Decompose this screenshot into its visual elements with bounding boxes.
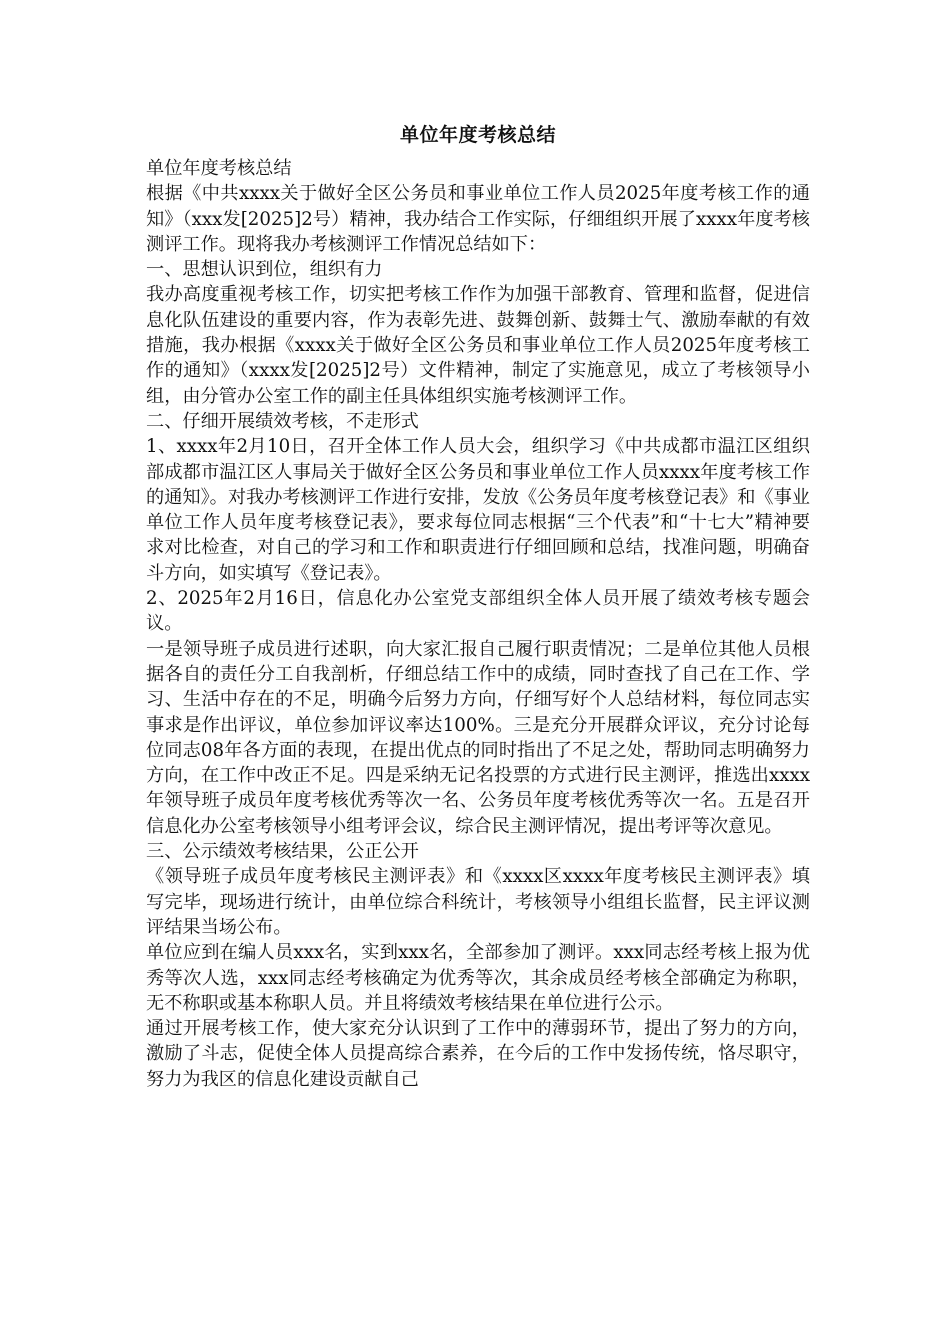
section-heading-2: 二、仔细开展绩效考核，不走形式	[146, 410, 419, 432]
section-2-item-1: 1、xxxx年2月10日，召开全体工作人员大会，组织学习《中共成都市温江区组织部成都市温江区人事局关于做好全区公务员和事业单位工作人员xxxx年度考核工作的通知》。对我办考核测评工作进行安排，发放《公务员年度考核登记表》和《事业单位工作人员年度考核登记表》，要求每位同志根据“三个代表”和“十七大”精神要求对比检查，对自己的学习和工作和职责进行仔细回顾和总结，找准问题，明确奋斗方向，如实填写《登记表》。	[146, 436, 810, 584]
section-2-detail-paragraph: 一是领导班子成员进行述职，向大家汇报自己履行职责情况；二是单位其他人员根据各自的责任分工自我剖析，仔细总结工作中的成绩，同时查找了自己在工作、学习、生活中存在的不足，明确今后努力方向，仔细写好个人总结材料，每位同志实事求是作出评议，单位参加评议率达100%。三是充分开展群众评议，充分讨论每位同志08年各方面的表现，在提出优点的同时指出了不足之处，帮助同志明确努力方向，在工作中改正不足。四是采纳无记名投票的方式进行民主测评，推选出xxxx年领导班子成员年度考核优秀等次一名、公务员年度考核优秀等次一名。五是召开信息化办公室考核领导小组考评会议，综合民主测评情况，提出考评等次意见。	[146, 638, 810, 837]
subtitle-line: 单位年度考核总结	[146, 158, 292, 179]
section-heading-1: 一、思想认识到位，组织有力	[146, 259, 383, 281]
section-1-paragraph: 我办高度重视考核工作，切实把考核工作作为加强干部教育、管理和监督，促进信息化队伍建设的重要内容，作为表彰先进、鼓舞创新、鼓舞士气、激励奉献的有效措施，我办根据《xxxx关于做好全区公务员和事业单位工作人员2025年度考核工作的通知》（xxxx发[2025]2号）文件精神，制定了实施意见，成立了考核领导小组，由分管办公室工作的副主任具体组织实施考核测评工作。	[146, 284, 810, 407]
document-title: 单位年度考核总结	[399, 124, 556, 146]
section-heading-3: 三、公示绩效考核结果，公正公开	[146, 841, 419, 863]
closing-paragraph: 通过开展考核工作，使大家充分认识到了工作中的薄弱环节，提出了努力的方向，激励了斗志，促使全体人员提高综合素养，在今后的工作中发扬传统，恪尽职守，努力为我区的信息化建设贡献自己	[146, 1018, 810, 1090]
section-3-paragraph-2: 单位应到在编人员xxx名，实到xxx名，全部参加了测评。xxx同志经考核上报为优秀等次人选，xxx同志经考核确定为优秀等次，其余成员经考核全部确定为称职，无不称职或基本称职人员。并且将绩效考核结果在单位进行公示。	[146, 942, 810, 1014]
section-2-item-2: 2、2025年2月16日，信息化办公室党支部组织全体人员开展了绩效考核专题会议。	[146, 588, 810, 635]
intro-paragraph: 根据《中共xxxx关于做好全区公务员和事业单位工作人员2025年度考核工作的通知》（xxx发[2025]2号）精神，我办结合工作实际，仔细组织开展了xxxx年度考核测评工作。现将我办考核测评工作情况总结如下：	[146, 183, 810, 255]
section-3-paragraph-1: 《领导班子成员年度考核民主测评表》和《xxxx区xxxx年度考核民主测评表》填写完毕，现场进行统计，由单位综合科统计，考核领导小组组长监督，民主评议测评结果当场公布。	[146, 866, 810, 938]
document-body	[146, 120, 810, 1092]
